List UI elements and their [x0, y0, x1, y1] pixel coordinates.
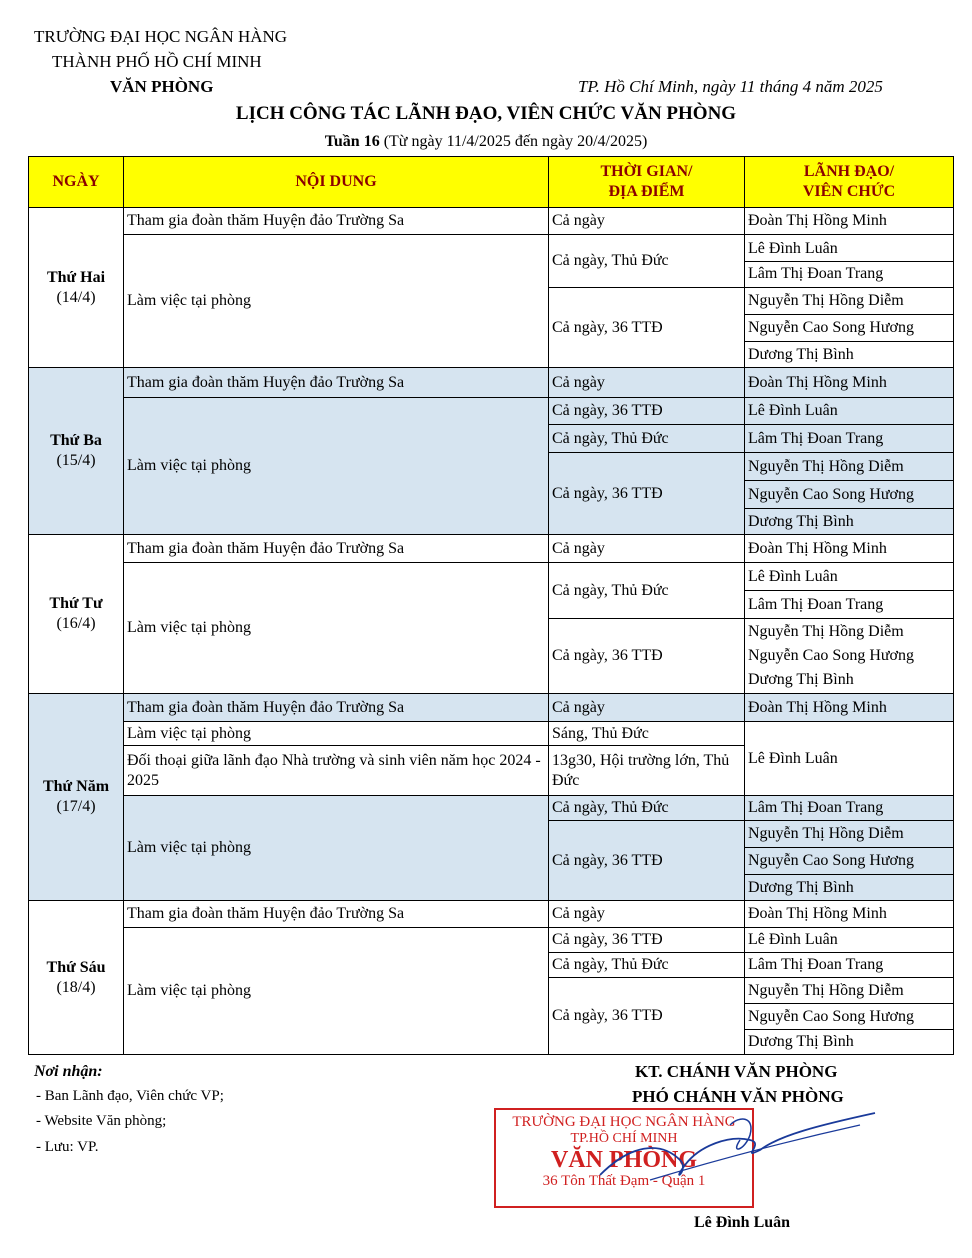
time-cell: Cả ngày, Thủ Đức — [549, 425, 745, 453]
staff-cell: Lê Đình Luân — [745, 928, 954, 953]
table-row — [29, 208, 954, 235]
content-cell: Tham gia đoàn thăm Huyện đảo Trường Sa — [124, 901, 549, 928]
stamp-line: TP.HỒ CHÍ MINH — [570, 1131, 678, 1146]
table-row — [29, 694, 954, 722]
document-title: LỊCH CÔNG TÁC LÃNH ĐẠO, VIÊN CHỨC VĂN PHÒNG — [235, 103, 737, 124]
col-staff-header: LÃNH ĐẠO/ VIÊN CHỨC — [745, 157, 954, 208]
staff-cell: Nguyễn Thị Hồng Diễm Nguyễn Cao Song Hương Dương Thị Bình — [745, 978, 954, 1055]
time-cell: Cả ngày, 36 TTĐ — [549, 453, 745, 535]
col-content-header: NỘI DUNG — [124, 157, 549, 208]
content-cell: Tham gia đoàn thăm Huyện đảo Trường Sa — [124, 694, 549, 722]
time-cell: Sáng, Thủ Đức — [549, 722, 745, 746]
content-cell: Làm việc tại phòng — [124, 796, 549, 901]
time-cell: Cả ngày, Thủ Đức — [549, 796, 745, 821]
week-range: (Từ ngày 11/4/2025 đến ngày 20/4/2025) — [379, 133, 648, 150]
week-line — [0, 133, 972, 151]
week-number: Tuần 16 — [324, 133, 380, 150]
table-row — [29, 928, 954, 953]
content-cell: Làm việc tại phòng — [124, 563, 549, 694]
content-cell: Tham gia đoàn thăm Huyện đảo Trường Sa — [124, 208, 549, 235]
day-cell-wednesday: Thứ Tư (16/4) — [29, 535, 124, 694]
time-cell: Cả ngày — [549, 535, 745, 563]
content-cell: Làm việc tại phòng — [124, 722, 549, 746]
schedule-table — [28, 156, 954, 1055]
staff-cell: Lâm Thị Đoan Trang — [745, 953, 954, 978]
day-cell-monday: Thứ Hai (14/4) — [29, 208, 124, 368]
stamp-line: 36 Tôn Thất Đạm - Quận 1 — [542, 1173, 706, 1189]
stamp-line: VĂN PHÒNG — [551, 1147, 697, 1173]
col-time-header: THỜI GIAN/ ĐỊA ĐIỂM — [549, 157, 745, 208]
sign-title-1: KT. CHÁNH VĂN PHÒNG — [635, 1062, 838, 1081]
time-cell: Cả ngày — [549, 368, 745, 398]
recipient-item: - Ban Lãnh đạo, Viên chức VP; — [36, 1088, 224, 1104]
time-cell: 13g30, Hội trường lớn, Thủ Đức — [549, 746, 745, 796]
staff-cell: Nguyễn Thị Hồng Diễm Nguyễn Cao Song Hương Dương Thị Bình — [745, 821, 954, 901]
staff-cell: Đoàn Thị Hồng Minh — [745, 368, 954, 398]
content-cell: Làm việc tại phòng — [124, 398, 549, 535]
stamp-line: TRƯỜNG ĐẠI HỌC NGÂN HÀNG — [512, 1114, 736, 1130]
org-name-line2: THÀNH PHỐ HỒ CHÍ MINH — [52, 52, 262, 71]
table-row — [29, 796, 954, 821]
staff-cell: Đoàn Thị Hồng Minh — [745, 535, 954, 563]
day-cell-thursday: Thứ Năm (17/4) — [29, 694, 124, 901]
time-cell: Cả ngày, 36 TTĐ — [549, 928, 745, 953]
time-cell: Cả ngày, Thủ Đức — [549, 563, 745, 619]
table-row — [29, 398, 954, 425]
staff-cell: Lâm Thị Đoan Trang — [745, 796, 954, 821]
staff-cell: Đoàn Thị Hồng Minh — [745, 694, 954, 722]
table-row — [29, 535, 954, 563]
table-header-row — [29, 157, 954, 208]
date-line: TP. Hồ Chí Minh, ngày 11 tháng 4 năm 2025 — [578, 77, 883, 96]
content-cell: Đối thoại giữa lãnh đạo Nhà trường và sinh viên năm học 2024 - 2025 — [124, 746, 549, 796]
time-cell: Cả ngày — [549, 208, 745, 235]
content-cell: Làm việc tại phòng — [124, 928, 549, 1055]
time-cell: Cả ngày, 36 TTĐ — [549, 821, 745, 901]
staff-cell: Lê Đình Luân — [745, 398, 954, 425]
staff-cell: Nguyễn Thị Hồng Diễm Nguyễn Cao Song Hương Dương Thị Bình — [745, 619, 954, 694]
table-row — [29, 901, 954, 928]
time-cell: Cả ngày, 36 TTĐ — [549, 978, 745, 1055]
table-row — [29, 368, 954, 398]
recipients-title: Nơi nhận: — [34, 1063, 103, 1080]
content-cell: Làm việc tại phòng — [124, 235, 549, 368]
sign-title-2: PHÓ CHÁNH VĂN PHÒNG — [632, 1087, 844, 1106]
staff-cell: Nguyễn Thị Hồng Diễm Nguyễn Cao Song Hương Dương Thị Bình — [745, 453, 954, 535]
time-cell: Cả ngày, 36 TTĐ — [549, 398, 745, 425]
day-cell-tuesday: Thứ Ba (15/4) — [29, 368, 124, 535]
table-row — [29, 563, 954, 619]
time-cell: Cả ngày, Thủ Đức — [549, 235, 745, 288]
recipient-item: - Lưu: VP. — [36, 1139, 99, 1155]
table-row — [29, 722, 954, 746]
signer-name: Lê Đình Luân — [694, 1214, 791, 1231]
staff-cell: Đoàn Thị Hồng Minh — [745, 208, 954, 235]
org-department: VĂN PHÒNG — [110, 77, 214, 96]
staff-cell: Lâm Thị Đoan Trang — [745, 425, 954, 453]
day-cell-friday: Thứ Sáu (18/4) — [29, 901, 124, 1055]
staff-cell: Lê Đình Luân Lâm Thị Đoan Trang — [745, 563, 954, 619]
org-name-line1: TRƯỜNG ĐẠI HỌC NGÂN HÀNG — [34, 27, 288, 46]
recipient-item: - Website Văn phòng; — [36, 1113, 167, 1129]
staff-cell: Đoàn Thị Hồng Minh — [745, 901, 954, 928]
content-cell: Tham gia đoàn thăm Huyện đảo Trường Sa — [124, 535, 549, 563]
staff-cell: Nguyễn Thị Hồng Diễm Nguyễn Cao Song Hương Dương Thị Bình — [745, 288, 954, 368]
time-cell: Cả ngày, Thủ Đức — [549, 953, 745, 978]
time-cell: Cả ngày — [549, 694, 745, 722]
staff-cell: Lê Đình Luân — [745, 722, 954, 796]
signature-icon — [590, 1105, 880, 1200]
time-cell: Cả ngày, 36 TTĐ — [549, 619, 745, 694]
staff-cell: Lê Đình Luân Lâm Thị Đoan Trang — [745, 235, 954, 288]
content-cell: Tham gia đoàn thăm Huyện đảo Trường Sa — [124, 368, 549, 398]
time-cell: Cả ngày, 36 TTĐ — [549, 288, 745, 368]
col-day-header: NGÀY — [29, 157, 124, 208]
table-row — [29, 235, 954, 288]
time-cell: Cả ngày — [549, 901, 745, 928]
